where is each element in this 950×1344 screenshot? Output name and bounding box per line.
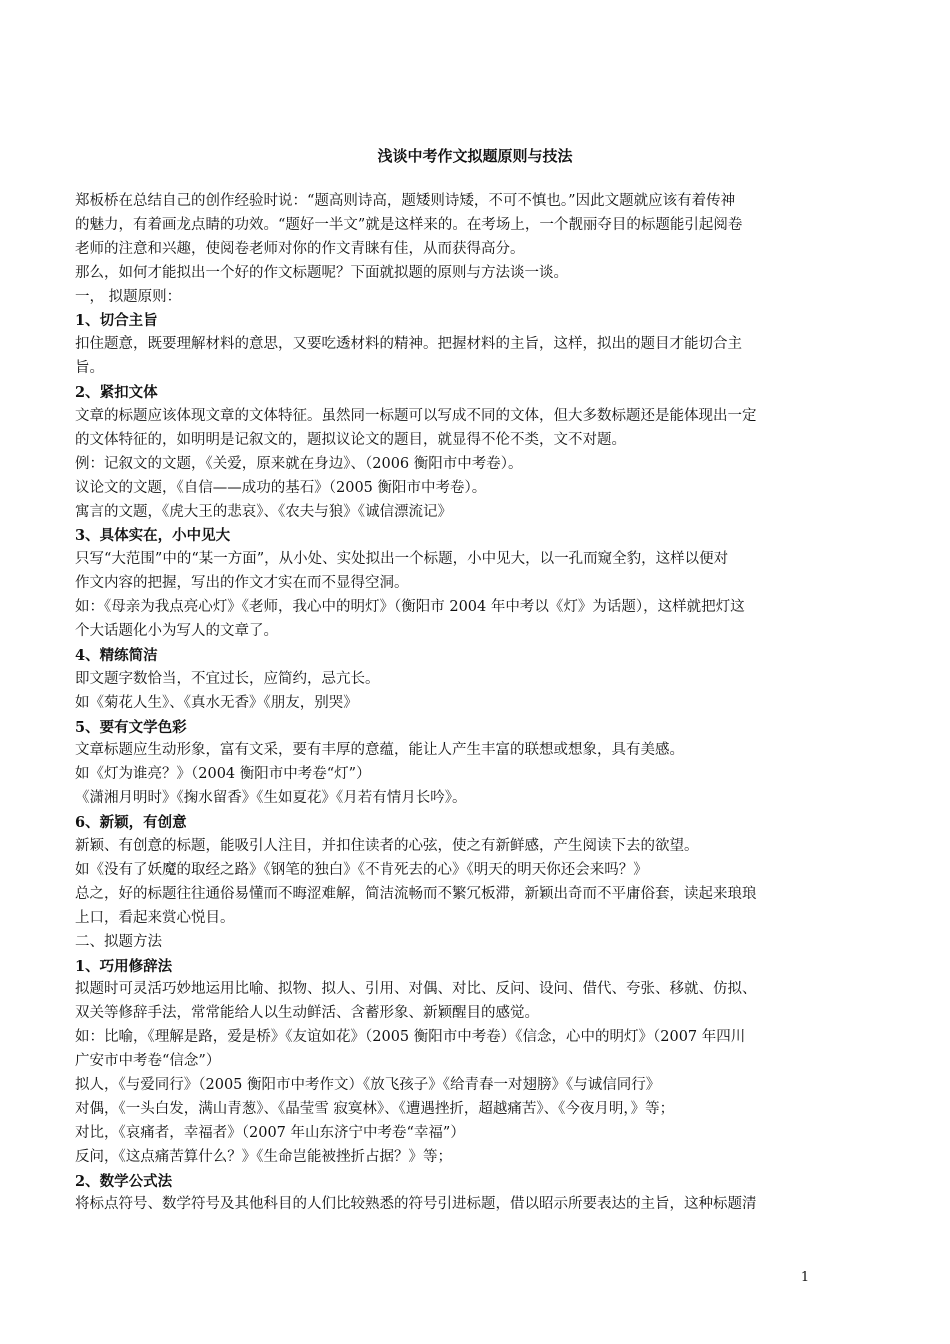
text-line: 广安市中考卷“信念”） xyxy=(75,1053,221,1070)
text-line: 那么，如何才能拟出一个好的作文标题呢？下面就拟题的原则与方法谈一谈。 xyxy=(75,264,568,281)
section-heading: 1、切合主旨 xyxy=(75,312,158,330)
page-number: 1 xyxy=(800,1270,810,1285)
text-line: 例：记叙文的文题，《关爱，原来就在身边》、（2006 衡阳市中考卷）。 xyxy=(75,455,523,472)
text-line: 将标点符号、数学符号及其他科目的人们比较熟悉的符号引进标题，借以昭示所要表达的主旨，这种标题清 xyxy=(75,1196,757,1213)
text-line: 如《灯为谁亮？》（2004 衡阳市中考卷“灯”） xyxy=(75,766,371,783)
text-line: 如《没有了妖魔的取经之路》《钢笔的独白》《不肯死去的心》《明天的明天你还会来吗？》 xyxy=(75,861,648,878)
section-heading: 1、巧用修辞法 xyxy=(75,957,173,975)
text-line: 文章的标题应该体现文章的文体特征。虽然同一标题可以写成不同的文体，但大多数标题还是能体现出一定 xyxy=(75,408,757,425)
text-line: 郑板桥在总结自己的创作经验时说：“题高则诗高，题矮则诗矮，不可不慎也。”因此文题就应该有着传神 xyxy=(75,193,736,209)
text-line: 如：比喻，《理解是路，爱是桥》《友谊如花》（2005 衡阳市中考卷）《信念，心中的明灯》（2007 年四川 xyxy=(75,1029,746,1046)
text-line: 对比，《哀痛者，幸福者》（2007 年山东济宁中考卷“幸福”） xyxy=(75,1124,465,1141)
text-line: 旨。 xyxy=(75,360,104,377)
document-body xyxy=(75,190,875,1217)
section-heading: 2、紧扣文体 xyxy=(75,384,158,402)
document-title: 浅谈中考作文拟题原则与技法 xyxy=(377,147,573,165)
text-line: 寓言的文题，《虎大王的悲哀》、《农夫与狼》《诚信漂流记》 xyxy=(75,503,452,520)
text-line: 双关等修辞手法，常常能给人以生动鲜活、含蓄形象、新颖醒目的感觉。 xyxy=(75,1005,539,1022)
text-line: 老师的注意和兴趣，使阅卷老师对你的作文青睐有佳，从而获得高分。 xyxy=(75,240,525,257)
text-line: 议论文的文题，《自信——成功的基石》（2005 衡阳市中考卷）。 xyxy=(75,479,487,496)
text-line: 新颖、有创意的标题，能吸引人注目，并扣住读者的心弦，使之有新鲜感，产生阅读下去的欲望。 xyxy=(75,838,699,855)
section-heading: 3、具体实在，小中见大 xyxy=(75,527,231,545)
text-line: 《潇湘月明时》《掬水留香》《生如夏花》《月若有情月长吟》。 xyxy=(75,790,467,807)
text-line: 如《菊花人生》、《真水无香》《朋友，别哭》 xyxy=(75,694,358,711)
text-line: 文章标题应生动形象，富有文采，要有丰厚的意蕴，能让人产生丰富的联想或想象，具有美感。 xyxy=(75,742,684,759)
text-line: 作文内容的把握，写出的作文才实在而不显得空洞。 xyxy=(75,575,409,592)
text-line: 对偶，《一头白发，满山青葱》、《晶莹雪 寂寞林》、《遭遇挫折，超越痛苦》、《今夜月明，》等； xyxy=(75,1100,675,1117)
text-line: 拟人，《与爱同行》（2005 衡阳市中考作文）《放飞孩子》《给青春一对翅膀》《与诚信同行》 xyxy=(75,1076,661,1093)
section-heading: 2、数学公式法 xyxy=(75,1172,173,1190)
text-line: 扣住题意，既要理解材料的意思，又要吃透材料的精神。把握材料的主旨，这样，拟出的题目才能切合主 xyxy=(75,336,742,353)
text-line: 如：《母亲为我点亮心灯》《老师，我心中的明灯》（衡阳市 2004 年中考以《灯》为话题），这样就把灯这 xyxy=(75,599,745,616)
text-line: 一， 拟题原则： xyxy=(75,288,182,305)
text-line: 的魅力，有着画龙点睛的功效。“题好一半文”就是这样来的。在考场上，一个靓丽夺目的标题能引起阅卷 xyxy=(75,216,743,233)
section-heading: 5、要有文学色彩 xyxy=(75,718,187,736)
text-line: 反问，《这点痛苦算什么？》《生命岂能被挫折占据？》等； xyxy=(75,1148,452,1165)
text-line: 总之，好的标题往往通俗易懂而不晦涩难解，简洁流畅而不繁冗板滞，新颖出奇而不平庸俗套，读起来琅琅 xyxy=(75,885,757,902)
text-line: 的文体特征的，如明明是记叙文的，题拟议论文的题目，就显得不伦不类，文不对题。 xyxy=(75,431,626,448)
section-heading: 6、新颖，有创意 xyxy=(75,814,187,832)
text-line: 只写“大范围”中的“某一方面”，从小处、实处拟出一个标题，小中见大，以一孔而窥全豹，这样以便对 xyxy=(75,551,729,568)
text-line: 个大话题化小为写人的文章了。 xyxy=(75,623,278,640)
text-line: 拟题时可灵活巧妙地运用比喻、拟物、拟人、引用、对偶、对比、反问、设问、借代、夸张、移就、仿拟、 xyxy=(75,981,757,998)
text-line: 上口，看起来赏心悦目。 xyxy=(75,909,235,926)
text-line: 即文题字数恰当，不宜过长，应简约，忌亢长。 xyxy=(75,670,380,687)
text-line: 二、拟题方法 xyxy=(75,933,162,950)
section-heading: 4、精练简洁 xyxy=(75,646,158,664)
